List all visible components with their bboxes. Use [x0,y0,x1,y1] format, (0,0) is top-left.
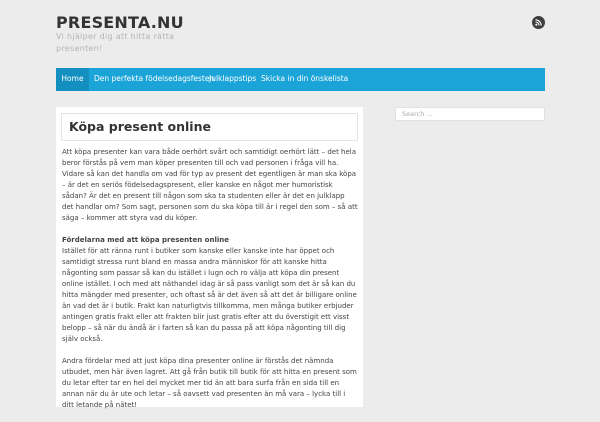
search-input[interactable] [395,107,545,121]
main-content [56,107,363,407]
post-body [62,147,358,422]
site-title[interactable]: PRESENTA.NU [56,13,184,32]
main-navigation [56,68,545,91]
nav-item-christmas-tips[interactable]: Julklappstips [209,74,257,83]
post-subheading: Fördelarna med att köpa presenten online [62,236,229,244]
post-title: Köpa present online [69,119,211,134]
post-paragraph-text: Istället för att ränna runt i butiker som kanske eller kanske inte har öppet och samtidigt stressa runt bland en massa andra människor för att kanske hitta någonting som passar så kan du istället i lugn och ro välja att köpa din present online istället. I och med att näthandel idag är så pass vanligt som det är så kan du hitta mängder med presenter, och oftast så är det även så att det är billigare online än vad det är i butik. Frakt kan naturligtvis tillkomma, men många butiker erbjuder antingen gratis frakt eller att frakten blir just gratis efter att du överstigit ett visst belopp – så när du ändå är i farten så kan du passa på att köpa någonting till dig själv också. [62,247,357,343]
nav-item-birthday-party[interactable]: Den perfekta födelsedagsfesten [94,74,215,83]
post-title-box [61,113,358,141]
post-paragraph [62,235,358,345]
nav-item-home[interactable]: Home [56,68,89,91]
post-paragraph: Att köpa presenter kan vara både oerhört svårt och samtidigt oerhört lätt – det hela beror förstås på vem man köper presenten till och vad personen i fråga vill ha. Vidare så kan det handla om vad för typ av present det egentligen är man ska köpa – är det en seriös födelsedagspresent, eller kanske en något mer humoristisk sådan? Är det en present till någon som ska ta studenten eller är det en julklapp det handlar om? Som sagt, personen som du ska köpa till är i regel den som – så att säga – kommer att styra vad du köper. [62,148,358,222]
rss-icon [532,16,545,29]
site-tagline: Vi hjälper dig att hitta rätta presenten! [56,32,175,53]
rss-button[interactable] [532,16,545,29]
post-paragraph: Andra fördelar med att just köpa dina presenter online är förstås det nämnda utbudet, men här även lagret. Att gå från butik till butik för att hitta en present som du letar efter tar en hel del mycket mer tid än att bara surfa från en sida till en annan när du är ute och letar – så oavsett vad presenten än må vara – lycka till i ditt letande på nätet! [62,357,357,409]
nav-item-wishlist[interactable]: Skicka in din önskelista [261,74,349,83]
